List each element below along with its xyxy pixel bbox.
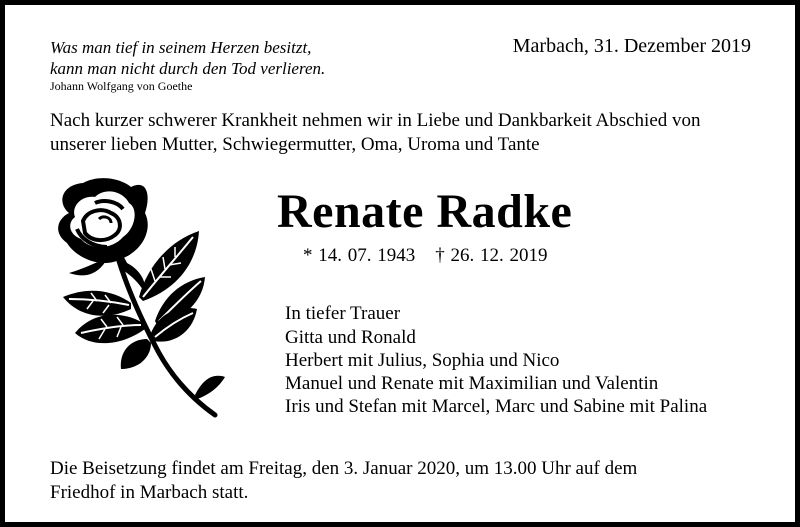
funeral-line-1: Die Beisetzung findet am Freitag, den 3. Januar 2020, um 13.00 Uhr auf dem	[50, 458, 638, 479]
funeral-line-2: Friedhof in Marbach statt.	[50, 482, 249, 503]
birth-date: * 14. 07. 1943	[303, 245, 416, 266]
intro-line-1: Nach kurzer schwerer Krankheit nehmen wir in Liebe und Dankbarkeit Abschied von	[50, 110, 701, 131]
intro-text	[50, 109, 701, 157]
quote-author: Johann Wolfgang von Goethe	[50, 79, 193, 93]
mourner-entry: Manuel und Renate mit Maximilian und Valentin	[285, 373, 659, 394]
quote-line-2: kann man nicht durch den Tod verlieren.	[50, 59, 326, 78]
death-date: † 26. 12. 2019	[435, 245, 548, 266]
goethe-quote	[50, 37, 325, 79]
mourner-entry: Herbert mit Julius, Sophia und Nico	[285, 350, 560, 371]
mourners-list	[285, 326, 707, 418]
deceased-name: Renate Radke	[277, 185, 573, 238]
rose-icon	[47, 173, 237, 421]
life-dates	[303, 245, 548, 267]
intro-line-2: unserer lieben Mutter, Schwiegermutter, Oma, Uroma und Tante	[50, 134, 540, 155]
quote-line-1: Was man tief in seinem Herzen besitzt,	[50, 38, 312, 57]
mourner-entry: Iris und Stefan mit Marcel, Marc und Sabine mit Palina	[285, 396, 708, 417]
mourner-entry: Gitta und Ronald	[285, 327, 416, 348]
place-and-date: Marbach, 31. Dezember 2019	[512, 35, 751, 57]
funeral-info	[50, 457, 750, 505]
mourners-heading: In tiefer Trauer	[285, 303, 401, 324]
